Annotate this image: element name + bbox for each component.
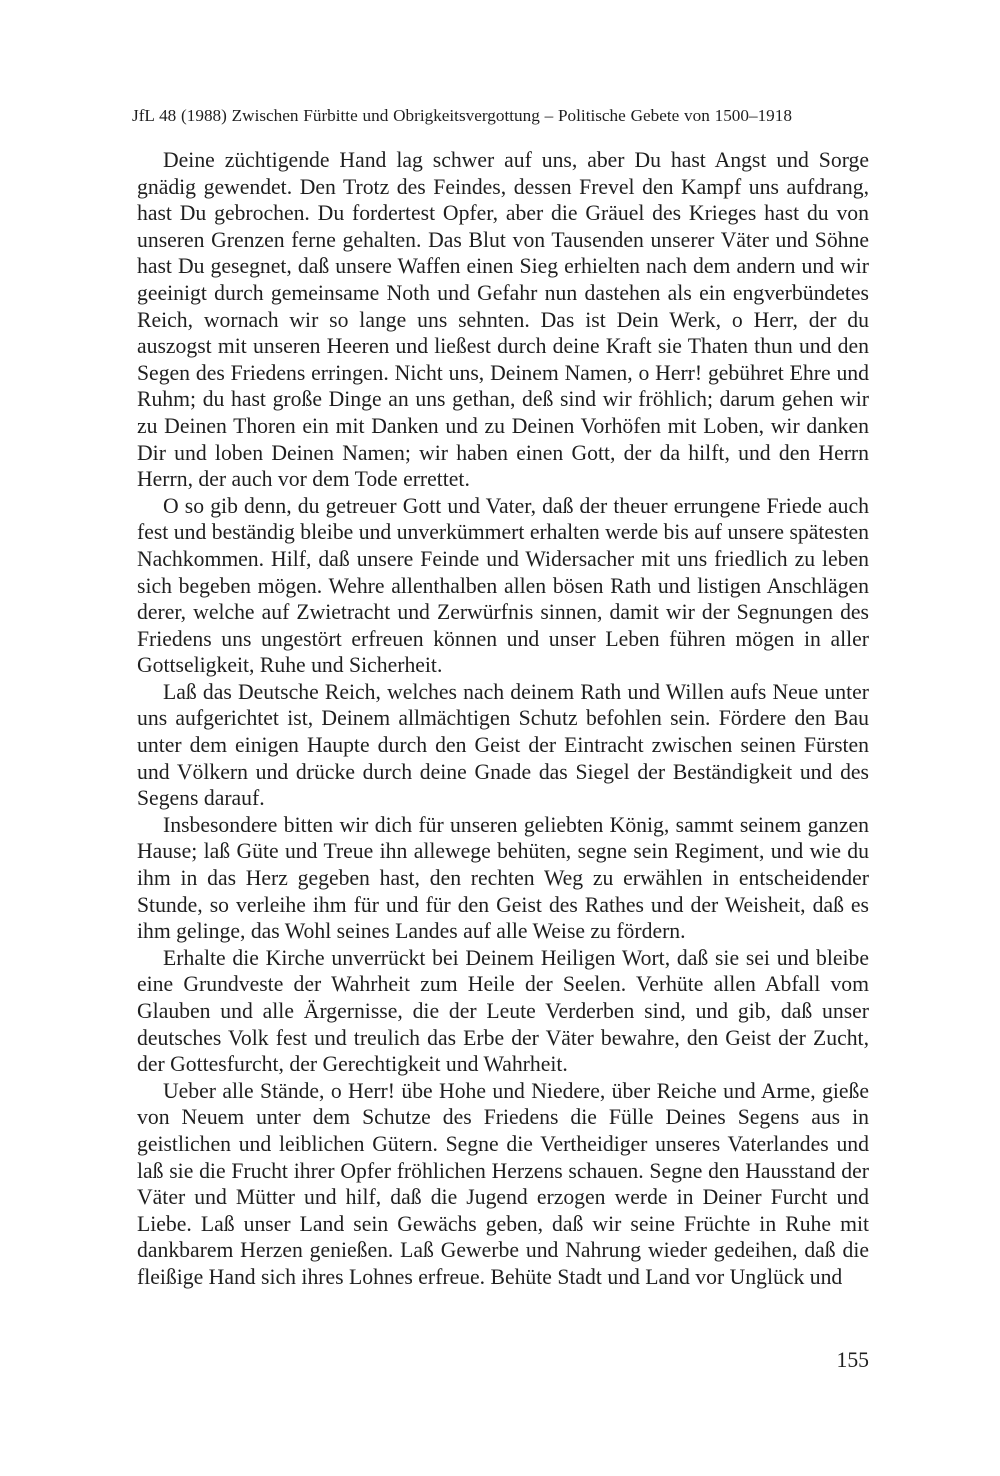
paragraph: Laß das Deutsche Reich, welches nach deinem Rath und Willen aufs Neue unter uns aufgerichtet ist, Deinem allmächtigen Schutz befohlen sein. Fördere den Bau unter dem einigen Haupte durch den Geist der Eintracht zwischen seinen Fürsten und Völkern und drücke durch deine Gnade das Siegel der Beständigkeit und des Segens darauf. — [137, 679, 869, 811]
paragraph: O so gib denn, du getreuer Gott und Vater, daß der theuer errungene Friede auch fest und beständig bleibe und unverkümmert erhalten werde bis auf unsere spätesten Nachkommen. Hilf, daß unsere Feinde und Widersacher mit uns friedlich zu leben sich begeben mögen. Wehre allenthalben allen bösen Rath und listigen Anschlägen derer, welche auf Zwietracht und Zerwürfnis sinnen, damit wir der Segnungen des Friedens uns ungestört erfreuen können und unser Leben führen mögen in aller Gottseligkeit, Ruhe und Sicherheit. — [137, 493, 869, 678]
paragraph: Erhalte die Kirche unverrückt bei Deinem Heiligen Wort, daß sie sei und bleibe eine Grundveste der Wahrheit zum Heile der Seelen. Verhüte allen Abfall vom Glauben und alle Ärgernisse, die der Leute Verderben sind, und gib, daß unser deutsches Volk fest und treulich das Erbe der Väter bewahre, den Geist der Zucht, der Gottesfurcht, der Gerechtigkeit und Wahrheit. — [137, 945, 869, 1077]
paragraph: Ueber alle Stände, o Herr! übe Hohe und Niedere, über Reiche und Arme, gieße von Neuem unter dem Schutze des Friedens die Fülle Deines Segens aus in geistlichen und leiblichen Gütern. Segne die Vertheidiger unseres Vaterlandes und laß sie die Frucht ihrer Opfer fröhlichen Herzens schauen. Segne den Hausstand der Väter und Mütter und hilf, daß die Jugend erzogen werde in Deiner Furcht und Liebe. Laß unser Land sein Gewächs geben, daß wir seine Früchte in Ruhe mit dankbarem Herzen genießen. Laß Gewerbe und Nahrung wieder gedeihen, daß die fleißige Hand sich ihres Lohnes erfreue. Behüte Stadt und Land vor Unglück und — [137, 1078, 869, 1289]
running-head: JfL 48 (1988) Zwischen Fürbitte und Obrigkeitsvergottung – Politische Gebete von 1500–1918 — [132, 106, 792, 125]
body-text — [137, 147, 869, 1291]
paragraph: Insbesondere bitten wir dich für unseren geliebten König, sammt seinem ganzen Hause; laß Güte und Treue ihn allewege behüten, segne sein Regiment, und wie du ihm in das Herz gegeben hast, den rechten Weg zu erwählen in entscheidender Stunde, so verleihe ihm für und für den Geist des Rathes und der Weisheit, daß es ihm gelinge, das Wohl seines Landes auf alle Weise zu fördern. — [137, 812, 869, 944]
paragraph: Deine züchtigende Hand lag schwer auf uns, aber Du hast Angst und Sorge gnädig gewendet. Den Trotz des Feindes, dessen Frevel den Kampf uns aufdrang, hast Du gebrochen. Du fordertest Opfer, aber die Gräuel des Krieges hast du von unseren Grenzen ferne gehalten. Das Blut von Tausenden unserer Väter und Söhne hast Du gesegnet, daß unsere Waffen einen Sieg erhielten nach dem andern und wir geeinigt durch gemeinsame Noth und Gefahr nun dastehen als ein engverbündetes Reich, wornach wir so lange uns sehnten. Das ist Dein Werk, o Herr, der du auszogst mit unseren Heeren und ließest durch deine Kraft sie Thaten thun und den Segen des Friedens erringen. Nicht uns, Deinem Namen, o Herr! gebühret Ehre und Ruhm; du hast große Dinge an uns gethan, deß sind wir fröhlich; darum gehen wir zu Deinen Thoren ein mit Danken und zu Deinen Vorhöfen mit Loben, wir danken Dir und loben Deinen Namen; wir haben einen Gott, der da hilft, und den Herrn Herrn, der auch vor dem Tode errettet. — [137, 148, 869, 492]
page-number: 155 — [836, 1348, 869, 1372]
